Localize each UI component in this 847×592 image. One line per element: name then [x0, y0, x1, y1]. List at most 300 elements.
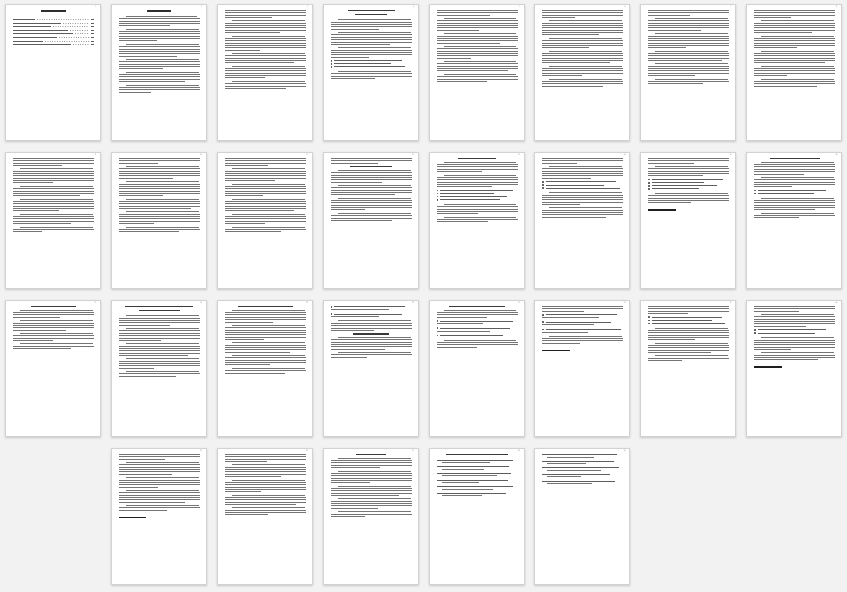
- paragraph: [225, 214, 306, 224]
- list-item: [648, 188, 729, 190]
- page-thumbnail-25[interactable]: [111, 448, 207, 585]
- paragraph: [119, 211, 200, 224]
- toc-entry: [13, 37, 94, 38]
- paragraph: [437, 46, 518, 59]
- paragraph: [437, 340, 518, 348]
- paragraph: [542, 51, 623, 64]
- section-heading: [350, 166, 392, 167]
- paragraph: [225, 480, 306, 493]
- paragraph: [119, 72, 200, 82]
- page-thumbnail-5[interactable]: [429, 4, 525, 141]
- reference-item: [542, 461, 623, 462]
- page-thumbnail-18[interactable]: [111, 300, 207, 437]
- signature-line: [648, 209, 676, 210]
- thumbnail-cell-empty: [741, 444, 847, 592]
- page-number-label: 11: [306, 155, 308, 156]
- page-content: [542, 306, 623, 430]
- paragraph: [13, 214, 94, 224]
- paragraph: [331, 337, 412, 350]
- paragraph: [119, 358, 200, 368]
- list-item: [331, 306, 412, 308]
- reference-item: [542, 467, 623, 468]
- paragraph: [648, 158, 729, 164]
- list-item: [754, 190, 835, 192]
- page-content: [437, 454, 518, 578]
- page-thumbnail-3[interactable]: [217, 4, 313, 141]
- page-number-label: 21: [517, 303, 520, 304]
- paragraph: [331, 47, 412, 57]
- list-item: [437, 335, 518, 337]
- paragraph: [437, 10, 518, 16]
- paragraph: [13, 186, 94, 196]
- paragraph: [542, 20, 623, 35]
- section-heading: [353, 333, 389, 334]
- thumbnail-cell[interactable]: [424, 148, 530, 296]
- paragraph: [13, 158, 94, 166]
- section-heading: [770, 158, 820, 159]
- bibliography-heading: [446, 454, 508, 455]
- page-number-label: 1: [95, 7, 96, 8]
- paragraph: [754, 337, 835, 350]
- list-item: [437, 193, 518, 195]
- list-item: [331, 313, 412, 315]
- paragraph: [331, 511, 412, 517]
- section-heading: [31, 306, 76, 307]
- thumbnail-cell-empty: [635, 444, 741, 592]
- page-content: [225, 158, 306, 282]
- paragraph: [754, 352, 835, 360]
- paragraph: [331, 185, 412, 195]
- page-number-label: 16: [835, 155, 838, 156]
- section-heading: [139, 310, 180, 311]
- page-content: [119, 306, 200, 430]
- page-thumbnail-20[interactable]: [323, 300, 419, 437]
- page-number-label: 19: [306, 303, 308, 304]
- page-content: [648, 306, 729, 430]
- paragraph: [119, 328, 200, 341]
- list-item: [542, 321, 623, 323]
- thumbnail-cell[interactable]: [0, 296, 106, 444]
- paragraph: [648, 79, 729, 85]
- paragraph: [648, 355, 729, 361]
- thumbnail-cell[interactable]: [529, 296, 635, 444]
- page-content: [437, 158, 518, 282]
- thumbnail-cell[interactable]: [741, 148, 847, 296]
- page-number-label: 3: [306, 7, 308, 8]
- reference-item: [437, 473, 518, 474]
- page-content: [119, 158, 200, 282]
- page-number-label: 24: [835, 303, 838, 304]
- thumbnail-cell[interactable]: [424, 296, 530, 444]
- section-heading: [238, 306, 293, 307]
- paragraph: [542, 207, 623, 217]
- paragraph: [225, 199, 306, 212]
- thumbnail-cell-empty: [0, 444, 106, 592]
- reference-item: [542, 474, 623, 475]
- thumbnail-cell[interactable]: [106, 296, 212, 444]
- page-number-label: 27: [412, 451, 414, 452]
- paragraph: [754, 314, 835, 327]
- paragraph: [225, 227, 306, 233]
- paragraph: [119, 227, 200, 233]
- list-item: [648, 316, 729, 318]
- page-thumbnail-27[interactable]: [323, 448, 419, 585]
- toc-entry: [13, 19, 94, 20]
- section-heading: [356, 454, 387, 455]
- page-thumbnail-7[interactable]: [640, 4, 736, 141]
- page-content: [225, 10, 306, 134]
- paragraph: [648, 51, 729, 61]
- list-item: [542, 181, 623, 183]
- paragraph: [754, 213, 835, 219]
- page-content: [754, 10, 835, 134]
- paragraph: [754, 10, 835, 18]
- page-number-label: 13: [517, 155, 520, 156]
- thumbnail-cell[interactable]: [529, 444, 635, 592]
- paragraph: [648, 343, 729, 353]
- paragraph: [754, 51, 835, 64]
- page-number-label: 9: [95, 155, 96, 156]
- page-number-label: 26: [306, 451, 308, 452]
- page-number-label: 5: [518, 7, 520, 8]
- reference-item: [437, 460, 518, 461]
- paragraph: [437, 61, 518, 71]
- paragraph: [754, 198, 835, 211]
- list-item: [542, 314, 623, 316]
- paragraph: [754, 66, 835, 76]
- page-number-label: 20: [412, 303, 414, 304]
- paragraph: [13, 333, 94, 341]
- paragraph: [225, 325, 306, 340]
- page-content: [119, 10, 200, 134]
- paragraph: [437, 217, 518, 223]
- toc-entry: [13, 41, 94, 42]
- page-thumbnail-24[interactable]: [746, 300, 842, 437]
- paragraph: [754, 20, 835, 33]
- page-number-label: 15: [729, 155, 732, 156]
- paragraph: [754, 177, 835, 187]
- page-thumbnail-1[interactable]: [5, 4, 101, 141]
- paragraph: [119, 462, 200, 475]
- thumbnail-cell[interactable]: [741, 296, 847, 444]
- list-item: [542, 187, 623, 189]
- reference-item: [437, 486, 518, 487]
- page-thumbnail-8[interactable]: [746, 4, 842, 141]
- list-item: [437, 327, 518, 329]
- paragraph: [119, 59, 200, 69]
- paragraph: [437, 18, 518, 31]
- list-item: [648, 320, 729, 322]
- page-content: [13, 10, 94, 134]
- page-content: [648, 10, 729, 134]
- paragraph: [119, 315, 200, 325]
- thumbnail-cell[interactable]: [106, 148, 212, 296]
- page-thumbnail-15[interactable]: [640, 152, 736, 289]
- page-content: [13, 306, 94, 430]
- paragraph: [13, 227, 94, 233]
- list-item: [648, 323, 729, 325]
- paragraph: [648, 193, 729, 203]
- page-thumbnail-23[interactable]: [640, 300, 736, 437]
- toc-entry: [13, 30, 94, 31]
- signature-line: [754, 366, 782, 367]
- paragraph: [648, 18, 729, 31]
- paragraph: [225, 10, 306, 18]
- list-item: [331, 60, 412, 62]
- paragraph: [542, 79, 623, 87]
- list-item: [331, 66, 412, 68]
- list-item: [437, 196, 518, 198]
- page-thumbnail-4[interactable]: [323, 4, 419, 141]
- reference-item: [437, 493, 518, 494]
- section-heading: [355, 14, 387, 15]
- page-content: [542, 158, 623, 282]
- paragraph: [542, 192, 623, 205]
- paragraph: [13, 343, 94, 349]
- paragraph: [225, 66, 306, 79]
- paragraph: [648, 306, 729, 314]
- page-thumbnail-19[interactable]: [217, 300, 313, 437]
- page-heading: [147, 10, 171, 12]
- section-heading: [449, 306, 506, 307]
- page-content: [225, 306, 306, 430]
- thumbnail-cell[interactable]: [741, 0, 847, 148]
- list-item: [437, 320, 518, 322]
- paragraph: [754, 79, 835, 87]
- list-item: [542, 184, 623, 186]
- toc-entry: [13, 33, 94, 34]
- page-content: [119, 454, 200, 578]
- page-thumbnail-6[interactable]: [534, 4, 630, 141]
- paragraph: [225, 158, 306, 166]
- page-thumbnail-17[interactable]: [5, 300, 101, 437]
- paragraph: [437, 310, 518, 318]
- paragraph: [542, 10, 623, 18]
- paragraph: [225, 81, 306, 89]
- page-number-label: 8: [836, 7, 838, 8]
- page-content: [542, 10, 623, 134]
- list-item: [437, 199, 518, 201]
- list-item: [648, 179, 729, 181]
- page-thumbnail-29[interactable]: [534, 448, 630, 585]
- paragraph: [648, 33, 729, 48]
- paragraph: [542, 158, 623, 164]
- paragraph: [331, 213, 412, 221]
- paragraph: [542, 306, 623, 312]
- paragraph: [119, 505, 200, 511]
- paragraph: [542, 166, 623, 179]
- thumbnail-cell[interactable]: [0, 0, 106, 148]
- page-thumbnail-22[interactable]: [534, 300, 630, 437]
- thumbnail-cell[interactable]: [318, 148, 424, 296]
- toc-entry: [13, 26, 94, 27]
- paragraph: [119, 454, 200, 460]
- thumbnail-cell[interactable]: [106, 444, 212, 592]
- page-number-label: 28: [517, 451, 520, 452]
- paragraph: [648, 10, 729, 16]
- paragraph: [119, 44, 200, 57]
- list-item: [437, 190, 518, 192]
- paragraph: [13, 168, 94, 183]
- paragraph: [225, 342, 306, 352]
- paragraph: [648, 328, 729, 341]
- page-thumbnail-21[interactable]: [429, 300, 525, 437]
- paragraph: [331, 471, 412, 484]
- list-item: [754, 332, 835, 334]
- paragraph: [119, 371, 200, 377]
- page-number-label: 23: [729, 303, 732, 304]
- paragraph: [119, 199, 200, 209]
- page-thumbnail-11[interactable]: [217, 152, 313, 289]
- toc-entry: [13, 23, 94, 24]
- thumbnail-cell[interactable]: [212, 444, 318, 592]
- page-thumbnail-10[interactable]: [111, 152, 207, 289]
- page-thumbnail-2[interactable]: [111, 4, 207, 141]
- paragraph: [331, 320, 412, 330]
- paragraph: [331, 158, 412, 164]
- paragraph: [225, 355, 306, 365]
- thumbnail-cell[interactable]: [424, 444, 530, 592]
- paragraph: [13, 199, 94, 212]
- paragraph: [331, 19, 412, 29]
- thumbnail-cell[interactable]: [212, 148, 318, 296]
- list-item: [754, 329, 835, 331]
- page-thumbnail-14[interactable]: [534, 152, 630, 289]
- chapter-heading: [125, 306, 193, 307]
- page-content: [331, 10, 412, 134]
- page-thumbnail-28[interactable]: [429, 448, 525, 585]
- paragraph: [331, 198, 412, 211]
- page-number-label: 10: [200, 155, 202, 156]
- paragraph: [225, 368, 306, 374]
- page-content: [331, 454, 412, 578]
- page-number-label: 22: [623, 303, 626, 304]
- thumbnail-cell[interactable]: [212, 296, 318, 444]
- paragraph: [119, 16, 200, 26]
- paragraph: [437, 204, 518, 214]
- paragraph: [331, 32, 412, 45]
- signature-line: [119, 517, 147, 518]
- paragraph: [13, 320, 94, 330]
- reference-item: [542, 481, 623, 482]
- page-content: [754, 158, 835, 282]
- page-number-label: 14: [623, 155, 626, 156]
- page-thumbnail-12[interactable]: [323, 152, 419, 289]
- paragraph: [331, 71, 412, 79]
- thumbnail-cell[interactable]: [318, 0, 424, 148]
- reference-item: [542, 454, 623, 455]
- page-content: [648, 158, 729, 282]
- paragraph: [119, 85, 200, 93]
- thumbnail-cell[interactable]: [212, 0, 318, 148]
- signature-line: [542, 350, 570, 351]
- page-number-label: 4: [412, 7, 414, 8]
- page-thumbnail-26[interactable]: [217, 448, 313, 585]
- thumbnail-cell[interactable]: [318, 296, 424, 444]
- paragraph: [331, 352, 412, 358]
- paragraph: [754, 36, 835, 49]
- page-number-label: 6: [624, 7, 626, 8]
- paragraph: [225, 507, 306, 515]
- paragraph: [648, 166, 729, 176]
- paragraph: [119, 343, 200, 356]
- page-content: [754, 306, 835, 430]
- page-heading: [41, 10, 65, 12]
- paragraph: [119, 166, 200, 179]
- thumbnail-cell[interactable]: [318, 444, 424, 592]
- paragraph: [225, 168, 306, 181]
- paragraph: [331, 498, 412, 508]
- page-content: [13, 158, 94, 282]
- list-item: [542, 329, 623, 331]
- paragraph: [225, 495, 306, 505]
- paragraph: [331, 458, 412, 468]
- paragraph: [542, 38, 623, 48]
- paragraph: [437, 175, 518, 188]
- thumbnail-cell[interactable]: [635, 296, 741, 444]
- toc-entry: [13, 44, 94, 45]
- thumbnail-cell[interactable]: [0, 148, 106, 296]
- paragraph: [542, 66, 623, 76]
- paragraph: [13, 310, 94, 318]
- paragraph: [437, 162, 518, 172]
- thumbnail-cell[interactable]: [529, 148, 635, 296]
- page-content: [225, 454, 306, 578]
- page-number-label: 7: [730, 7, 732, 8]
- paragraph: [119, 490, 200, 503]
- page-number-label: 25: [200, 451, 202, 452]
- list-item: [648, 185, 729, 187]
- paragraph: [225, 36, 306, 51]
- page-thumbnail-13[interactable]: [429, 152, 525, 289]
- page-content: [331, 158, 412, 282]
- page-content: [437, 10, 518, 134]
- page-content: [331, 306, 412, 430]
- page-content: [437, 306, 518, 430]
- paragraph: [119, 477, 200, 487]
- section-heading: [458, 158, 495, 159]
- paragraph: [331, 170, 412, 183]
- paragraph: [331, 486, 412, 496]
- page-number-label: 17: [94, 303, 96, 304]
- paragraph: [542, 336, 623, 344]
- thumbnail-cell[interactable]: [635, 0, 741, 148]
- paragraph: [225, 464, 306, 477]
- paragraph: [754, 162, 835, 175]
- paragraph: [437, 74, 518, 82]
- chapter-heading: [348, 10, 395, 11]
- paragraph: [225, 53, 306, 63]
- list-item: [648, 182, 729, 184]
- paragraph: [119, 29, 200, 42]
- page-number-label: 2: [201, 7, 202, 8]
- list-item: [331, 63, 412, 65]
- reference-item: [437, 480, 518, 481]
- thumbnail-cell[interactable]: [424, 0, 530, 148]
- thumbnail-cell[interactable]: [106, 0, 212, 148]
- page-thumbnail-16[interactable]: [746, 152, 842, 289]
- thumbnail-cell[interactable]: [529, 0, 635, 148]
- page-number-label: 29: [623, 451, 626, 452]
- paragraph: [119, 158, 200, 164]
- page-thumbnail-9[interactable]: [5, 152, 101, 289]
- paragraph: [437, 33, 518, 43]
- paragraph: [225, 20, 306, 33]
- thumbnail-cell[interactable]: [635, 148, 741, 296]
- list-item: [754, 193, 835, 195]
- paragraph: [225, 184, 306, 197]
- page-number-label: 12: [412, 155, 414, 156]
